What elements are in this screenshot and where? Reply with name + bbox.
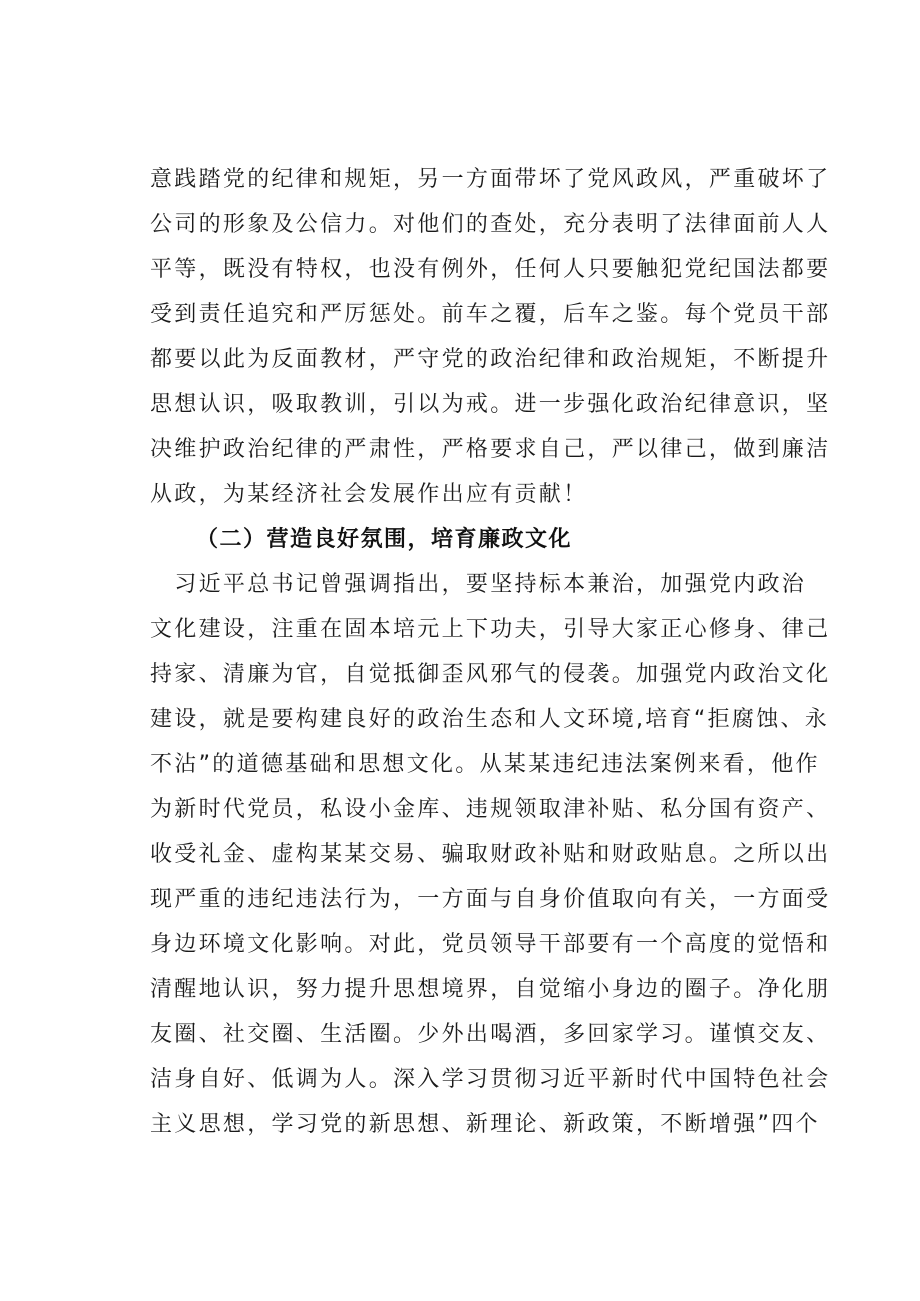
- paragraph-line: 文化建设，注重在固本培元上下功夫，引导大家正心修身、律己: [150, 617, 831, 642]
- paragraph-line: 不沾”的道德基础和思想文化。从某某违纪违法案例来看，他作: [150, 752, 820, 777]
- section-heading: （二）营造良好氛围，培育廉政文化: [196, 527, 573, 552]
- paragraph-line: 平等，既没有特权，也没有例外，任何人只要触犯党纪国法都要: [150, 257, 831, 282]
- paragraph-line: 现严重的违纪违法行为，一方面与自身价值取向有关，一方面受: [150, 887, 831, 912]
- paragraph-line: 友圈、社交圈、生活圈。少外出喝酒，多回家学习。谨慎交友、: [150, 1022, 831, 1047]
- paragraph-line: 为新时代党员，私设小金库、违规领取津补贴、私分国有资产、: [150, 797, 831, 822]
- paragraph-line: 清醒地认识，努力提升思想境界，自觉缩小身边的圈子。净化朋: [150, 977, 831, 1002]
- paragraph-line: 从政，为某经济社会发展作出应有贡献！: [150, 482, 588, 507]
- paragraph-line: 公司的形象及公信力。对他们的查处，充分表明了法律面前人人: [150, 212, 831, 237]
- paragraph-line: 思想认识，吸取教训，引以为戒。进一步强化政治纪律意识，坚: [150, 392, 831, 417]
- paragraph-line: 习近平总书记曾强调指出，要坚持标本兼治，加强党内政治: [150, 572, 807, 597]
- paragraph-line: 身边环境文化影响。对此，党员领导干部要有一个高度的觉悟和: [150, 932, 831, 957]
- paragraph-line: 都要以此为反面教材，严守党的政治纪律和政治规矩，不断提升: [150, 347, 831, 372]
- paragraph-line: 建设，就是要构建良好的政治生态和人文环境,培育“拒腐蚀、永: [150, 707, 830, 732]
- paragraph-line: 收受礼金、虚构某某交易、骗取财政补贴和财政贴息。之所以出: [150, 842, 831, 867]
- paragraph-line: 洁身自好、低调为人。深入学习贯彻习近平新时代中国特色社会: [150, 1067, 831, 1092]
- paragraph-line: 受到责任追究和严厉惩处。前车之覆，后车之鉴。每个党员干部: [150, 302, 831, 327]
- paragraph-line: 意践踏党的纪律和规矩，另一方面带坏了党风政风，严重破坏了: [150, 167, 831, 192]
- paragraph-line: 决维护政治纪律的严肃性，严格要求自己，严以律己，做到廉洁: [150, 437, 831, 462]
- paragraph-line: 持家、清廉为官，自觉抵御歪风邪气的侵袭。加强党内政治文化: [150, 662, 831, 687]
- paragraph-line: 主义思想，学习党的新思想、新理论、新政策，不断增强”四个: [150, 1112, 820, 1137]
